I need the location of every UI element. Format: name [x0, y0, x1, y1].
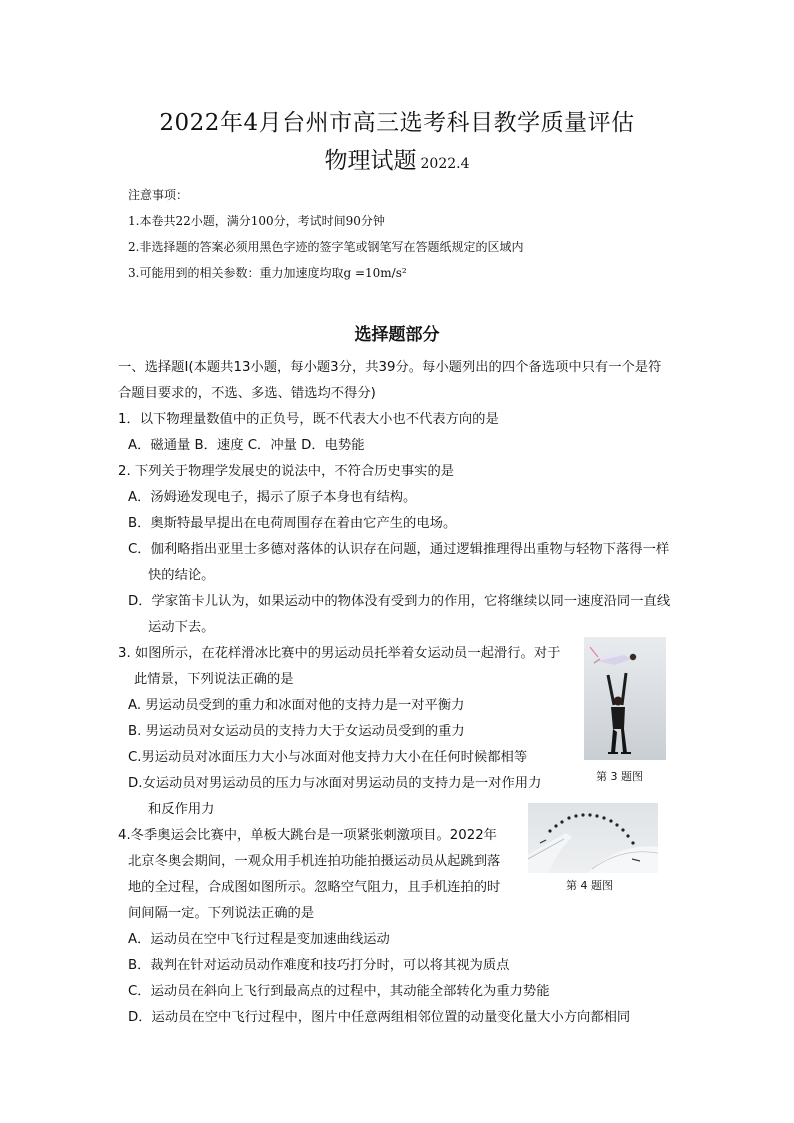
q1-stem: 1．以下物理量数值中的正负号，既不代表大小也不代表方向的是	[118, 412, 499, 427]
q4-option-c: C．运动员在斜向上飞行到最高点的过程中，其动能全部转化为重力势能	[128, 984, 550, 999]
q4-stem-4: 间间隔一定。下列说法正确的是	[128, 906, 315, 921]
q3-figure-skaters	[584, 637, 666, 760]
q3-option-d-cont: 和反作用力	[148, 802, 215, 817]
q4-stem-2: 北京冬奥会期间，一观众用手机连拍功能拍摄运动员从起跳到落	[128, 854, 501, 869]
q2-option-b: B．奥斯特最早提出在电荷周围存在着由它产生的电场。	[128, 516, 457, 531]
notes-heading: 注意事项：	[128, 188, 189, 202]
q3-figure-caption: 第 3 题图	[596, 770, 643, 783]
q3-stem-cont: 此情景，下列说法正确的是	[134, 672, 294, 687]
q2-option-c-cont: 快的结论。	[148, 568, 215, 583]
q2-stem: 2. 下列关于物理学发展史的说法中，不符合历史事实的是	[118, 464, 455, 479]
q3-option-a: A. 男运动员受到的重力和冰面对他的支持力是一对平衡力	[128, 698, 465, 713]
q3-option-d: D.女运动员对男运动员的压力与冰面对男运动员的支持力是一对作用力	[128, 776, 542, 791]
q2-option-c: C．伽利略指出亚里士多德对落体的认识存在问题，通过逻辑推理得出重物与轻物下落得一样	[128, 542, 670, 557]
q4-stem-3: 地的全过程，合成图如图所示。忽略空气阻力，且手机连拍的时	[128, 880, 501, 895]
q4-stem-1: 4.冬季奥运会比赛中，单板大跳台是一项紧张刺激项目。2022年	[118, 828, 497, 843]
q2-option-d: D．学家笛卡儿认为，如果运动中的物体没有受到力的作用，它将继续以同一速度沿同一直线	[128, 594, 671, 609]
section-title: 选择题部分	[354, 325, 440, 345]
q3-option-c: C.男运动员对冰面压力大小与冰面对他支持力大小在任何时候都相等	[128, 750, 528, 765]
q3-stem: 3. 如图所示，在花样滑冰比赛中的男运动员托举着女运动员一起滑行。对于	[118, 646, 561, 661]
instructions-line-1: 一、选择题Ⅰ(本题共13小题，每小题3分，共39分。每小题列出的四个备选项中只有一个是符	[118, 360, 662, 375]
q2-option-a: A．汤姆逊发现电子，揭示了原子本身也有结构。	[128, 490, 417, 505]
exam-title: 2022年4月台州市高三选考科目教学质量评估	[159, 110, 635, 136]
q4-figure-caption: 第 4 题图	[566, 879, 613, 892]
q4-option-b: B．裁判在针对运动员动作难度和技巧打分时，可以将其视为质点	[128, 958, 510, 973]
instructions-line-2: 合题目要求的，不选、多选、错选均不得分)	[118, 386, 376, 401]
q2-option-d-cont: 运动下去。	[148, 620, 215, 635]
exam-date: 2022.4	[420, 156, 470, 172]
q1-options: A．磁通量 B．速度 C．冲量 D．电势能	[128, 438, 365, 453]
note-item-3: 3.可能用到的相关参数：重力加速度均取g =10m/s²	[128, 266, 407, 280]
q4-figure-big-air	[528, 803, 658, 873]
q4-option-a: A．运动员在空中飞行过程是变加速曲线运动	[128, 932, 390, 947]
q3-option-b: B. 男运动员对女运动员的支持力大于女运动员受到的重力	[128, 724, 465, 739]
note-item-1: 1.本卷共22小题，满分100分，考试时间90分钟	[128, 214, 385, 228]
exam-subtitle	[0, 142, 794, 175]
note-item-2: 2.非选择题的答案必须用黑色字迹的签字笔或钢笔写在答题纸规定的区域内	[128, 240, 524, 254]
subject-title: 物理试题	[324, 148, 417, 174]
q4-option-d: D．运动员在空中飞行过程中，图片中任意两组相邻位置的动量变化量大小方向都相同	[128, 1010, 631, 1025]
